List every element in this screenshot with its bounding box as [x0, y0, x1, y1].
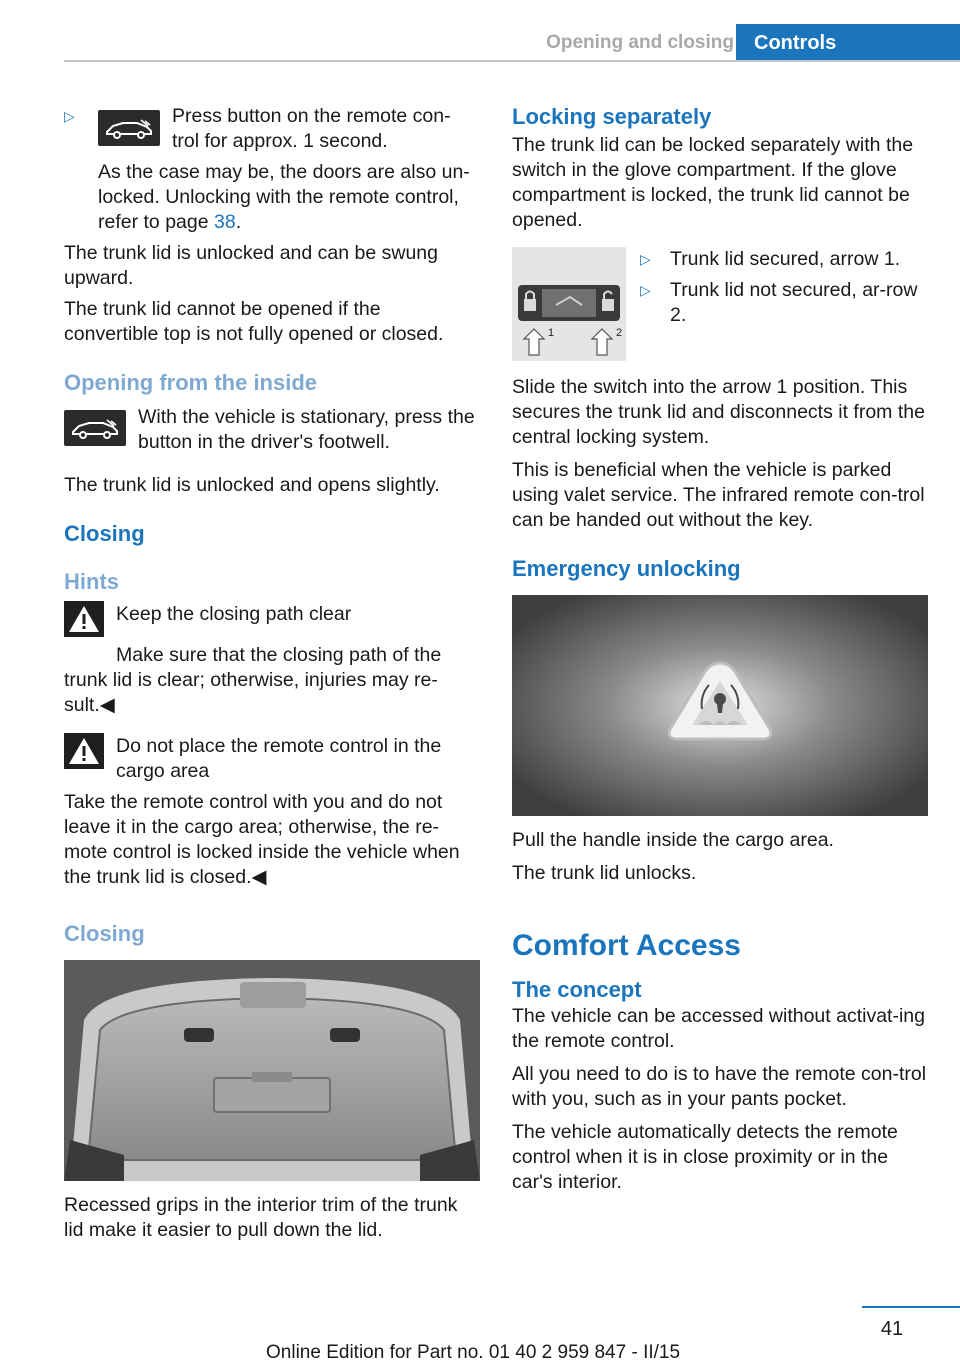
warning-2-text: Take the remote control with you and do not leave it in the cargo area; otherwise, the re-mote control is locked inside the vehicle when the trunk lid is closed.◀ — [64, 791, 460, 888]
bullet-not-secured — [640, 278, 928, 328]
heading-the-concept: The concept — [512, 977, 642, 1002]
remote-note — [98, 160, 478, 235]
caption-closing: Recessed grips in the interior trim of the trunk lid make it easier to pull down the lid. — [64, 1194, 458, 1241]
page-link-38[interactable]: 38 — [214, 211, 236, 233]
remote-bullet — [64, 104, 478, 154]
emergency-handle-photo — [512, 595, 928, 816]
trunk-lid-photo — [64, 960, 480, 1181]
para-concept-2: All you need to do is to have the remote con-trol with you, such as in your pants pocket. — [512, 1063, 927, 1110]
heading-closing-2: Closing — [64, 921, 145, 946]
heading-opening-inside: Opening from the inside — [64, 370, 318, 395]
bullet-triangle-icon: ▷ — [640, 251, 651, 267]
para-convertible: The trunk lid cannot be opened if the convertible top is not fully opened or closed. — [64, 298, 444, 345]
inside-block — [64, 405, 478, 455]
switch-block — [512, 247, 928, 361]
heading-emergency-unlocking: Emergency unlocking — [512, 556, 741, 581]
header-chapter-tab[interactable]: Controls — [736, 24, 960, 62]
right-column — [512, 100, 928, 1195]
warning-2-title: Do not place the remote control in the cargo area — [116, 735, 442, 782]
left-column — [64, 100, 478, 1243]
para-pull-handle: Pull the handle inside the cargo area. — [512, 829, 834, 851]
warning-icon — [64, 601, 104, 637]
heading-closing: Closing — [64, 521, 145, 546]
page-number: 41 — [880, 1318, 904, 1340]
bullet-not-secured-text: Trunk lid not secured, ar-row 2. — [670, 279, 918, 326]
warning-1 — [64, 602, 478, 637]
para-locking: The trunk lid can be locked separately with the switch in the glove compartment. If the glove compartment is locked, the trunk lid cannot be opened. — [512, 134, 914, 231]
remote-note-text: As the case may be, the doors are also un-locked. Unlocking with the remote control, refer to page — [98, 161, 470, 233]
warning-1-title: Keep the closing path clear — [116, 603, 352, 625]
heading-comfort-access: Comfort Access — [512, 929, 741, 962]
warning-icon — [64, 733, 104, 769]
car-trunk-icon — [64, 410, 126, 446]
warning-1-text: Make sure that the closing path of the trunk lid is clear; otherwise, injuries may re-sult.◀ — [64, 644, 442, 716]
header-divider — [64, 60, 960, 62]
para-valet: This is beneficial when the vehicle is parked using valet service. The infrared remote con-trol can be handed out without the key. — [512, 459, 925, 531]
inside-text: With the vehicle is stationary, press the button in the driver's footwell. — [138, 406, 475, 453]
warning-2 — [64, 734, 478, 784]
heading-hints: Hints — [64, 569, 119, 594]
heading-locking-separately: Locking separately — [512, 104, 712, 129]
para-opens: The trunk lid is unlocked and opens slightly. — [64, 474, 440, 496]
car-trunk-icon — [98, 110, 160, 146]
remote-bullet-line1: Press button on the remote con- — [172, 105, 451, 127]
para-concept-1: The vehicle can be accessed without activat-ing the remote control. — [512, 1005, 925, 1052]
bullet-triangle-icon: ▷ — [640, 282, 651, 298]
header-section-title: Opening and closing — [546, 32, 734, 53]
bullet-secured-text: Trunk lid secured, arrow 1. — [670, 248, 901, 270]
footer-edition: Online Edition for Part no. 01 40 2 959 847 - II/15 — [266, 1342, 681, 1363]
bullet-secured — [640, 247, 928, 272]
switch-arrow-label-2: 2 — [616, 327, 623, 339]
footer-divider — [862, 1306, 960, 1308]
para-trunk-unlocks: The trunk lid unlocks. — [512, 862, 697, 884]
bullet-triangle-icon: ▷ — [64, 108, 75, 124]
remote-bullet-line2: trol for approx. 1 second. — [172, 130, 388, 152]
para-slide: Slide the switch into the arrow 1 position. This secures the trunk lid and disconnects it from the central locking system. — [512, 376, 925, 448]
para-concept-3: The vehicle automatically detects the remote control when it is in close proximity or in the car's interior. — [512, 1121, 898, 1193]
para-unlocked: The trunk lid is unlocked and can be swung upward. — [64, 242, 438, 289]
glovebox-switch-photo — [512, 247, 626, 361]
switch-arrow-label-1: 1 — [548, 327, 555, 339]
remote-note-end: . — [235, 211, 242, 233]
